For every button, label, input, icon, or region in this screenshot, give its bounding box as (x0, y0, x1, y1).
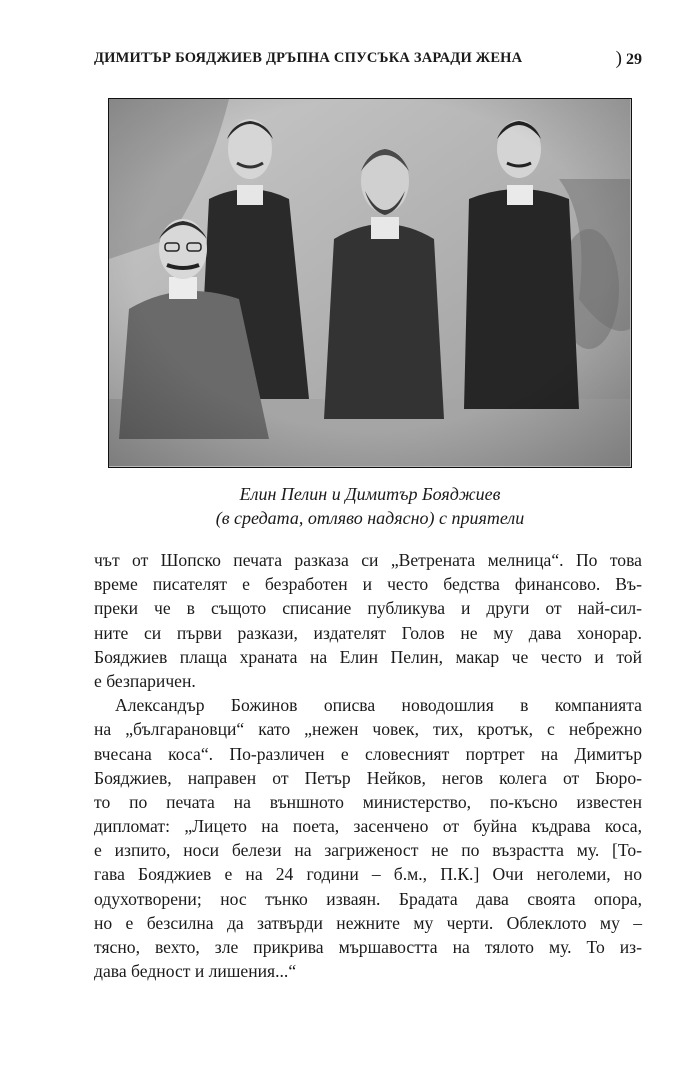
body-line: време писателят е безработен и често бедства финансово. Въ- (94, 574, 642, 595)
body-text (94, 548, 642, 983)
body-line: на „българановци“ като „нежен човек, тих, кротък, с небрежно (94, 719, 642, 740)
body-line: Александър Божинов описва новодошлия в компанията (115, 695, 642, 716)
body-line: ните си първи разкази, издателят Голов не му дава хонорар. (94, 622, 642, 643)
body-line: то по печата на външното министерство, по-късно известен (94, 791, 642, 812)
running-header (94, 48, 642, 74)
group-portrait-photo (108, 98, 632, 468)
running-title: ДИМИТЪР БОЯДЖИЕВ ДРЪПНА СПУСЪКА ЗАРАДИ ЖЕНА (94, 50, 523, 66)
body-line: вчесана коса“. По-различен е словесният портрет на Димитър (94, 743, 642, 764)
body-line: е изпито, носи белези на загриженост не по възрастта му. [То- (94, 840, 642, 861)
page-number: 29 (626, 51, 642, 68)
body-line: Бояджиев, направен от Петър Нейков, негов колега от Бюро- (94, 767, 642, 788)
body-line: дава бедност и лишения...“ (94, 961, 297, 982)
photo-caption-line-1: Елин Пелин и Димитър Бояджиев (239, 484, 501, 504)
body-line: е безпаричен. (94, 670, 196, 691)
body-line: но е безсилна да затвърди нежните му черти. Облеклото му – (94, 912, 642, 933)
body-line: одухотворени; нос тънко изваян. Брадата дава своята опора, (94, 888, 642, 909)
body-line: тясно, вехто, зле прикрива мършавостта на тялото му. То из- (94, 937, 642, 957)
page-number-group (616, 48, 642, 70)
photo-caption-line-2: (в средата, отляво надясно) с приятели (215, 508, 525, 528)
page-number-bracket: ) (615, 48, 622, 69)
body-line: Бояджиев плаща храната на Елин Пелин, макар че често и той (94, 646, 642, 667)
body-line: дипломат: „Лицето на поета, засенчено от буйна къдрава коса, (94, 816, 642, 837)
body-line: гава Бояджиев е на 24 години – б.м., П.К.] Очи неголеми, но (94, 864, 642, 885)
body-line: преки че в същото списание публикува и други от най-сил- (94, 598, 642, 619)
body-line: чът от Шопско печата разказа си „Ветрената мелница“. По това (94, 550, 642, 570)
